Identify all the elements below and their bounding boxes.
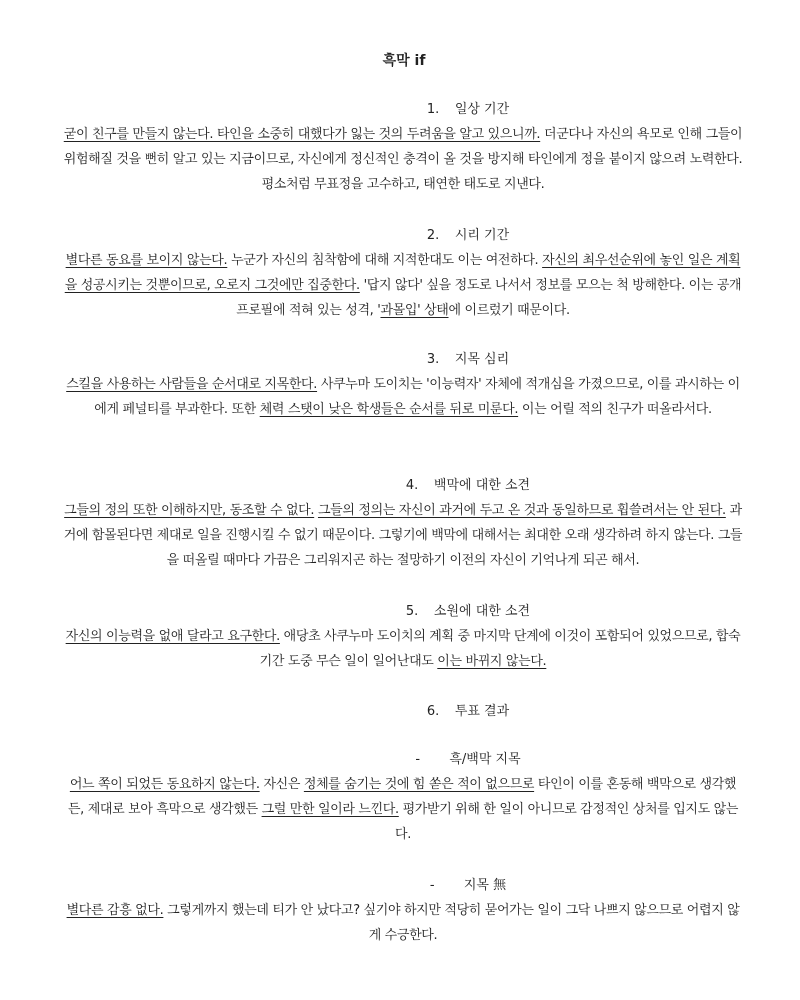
section-heading: [62, 700, 744, 724]
section-vote-result: [62, 700, 744, 724]
section-nomination-psychology: [62, 348, 744, 422]
section-heading: [62, 98, 744, 122]
section-heading: [62, 600, 744, 624]
section-heading-text: 지목 심리: [454, 352, 510, 367]
section-heading: [62, 348, 744, 372]
section-opinion-white-mastermind: [62, 474, 744, 573]
section-number: 3.: [426, 352, 440, 367]
underlined-text: 정체를 숨기는 것에 힘 쏟은 적이 없으므로: [303, 777, 535, 792]
paragraph-text: 더군다나 자신의 욕모로 인해 그들이 위험해질 것을 뻔히 알고 있는 지금이므로, 자신에게 정신적인 충격이 올 것을 방지해 타인에게 정을 붙이지 않으려 노력한다. 평소처럼 무표정을 고수하고, 태연한 태도로 지낸다.: [63, 127, 743, 192]
section-number: 4.: [405, 478, 419, 493]
section-paragraph: [62, 898, 744, 948]
document-title: 흑막 if: [382, 53, 426, 69]
underlined-text: 별다른 동요를 보이지 않는다.: [65, 253, 228, 268]
underlined-text: 어느 쪽이 되었든 동요하지 않는다.: [69, 777, 260, 792]
section-daily-period: [62, 98, 744, 197]
section-paragraph: [62, 248, 744, 323]
section-number: 1.: [426, 102, 440, 117]
section-number: 5.: [405, 604, 419, 619]
section-paragraph: [62, 122, 744, 197]
section-heading-text: 시리 기간: [454, 228, 510, 243]
underlined-text: 그들의 정의는 자신이 과거에 두고 온 것과 동일하므로 휩쓸려서는 안 된다.: [317, 503, 726, 518]
underlined-text: 그들의 정의 또한 이해하지만, 동조할 수 없다.: [64, 503, 315, 518]
section-number: 2.: [426, 228, 440, 243]
paragraph-text: 평가받기 위해 한 일이 아니므로 감정적인 상처를 입지도 않는다.: [395, 802, 739, 842]
section-trial-period: [62, 224, 744, 323]
underlined-text: 그럴 만한 일이라 느낀다.: [261, 802, 399, 817]
section-paragraph: [62, 372, 744, 422]
bullet-dash: -: [429, 878, 435, 893]
section-paragraph: [62, 624, 744, 674]
paragraph-text: 과거에 함몰된다면 제대로 일을 진행시킬 수 없기 때문이다. 그렇기에 백막에 대해서는 최대한 오래 생각하려 하지 않는다. 그들을 떠올릴 때마다 가끔은 그리워지곤 하는 절망하기 이전의 자신이 기억나게 되곤 해서.: [63, 503, 743, 568]
section-heading-text: 투표 결과: [454, 704, 510, 719]
underlined-text: 체력 스탯이 낮은 학생들은 순서를 뒤로 미룬다.: [259, 402, 519, 417]
paragraph-text: 누군가 자신의 침착함에 대해 지적한대도 이는 여전하다.: [227, 253, 543, 268]
underlined-text: 자신의 이능력을 없애 달라고 요구한다.: [65, 629, 280, 644]
section-paragraph: [62, 772, 744, 847]
paragraph-text: 이는 어릴 적의 친구가 떠올라서다.: [518, 402, 712, 417]
bullet-dash: -: [415, 752, 421, 767]
section-heading: [62, 224, 744, 248]
underlined-text: 이는 바뀌지 않는다.: [437, 654, 547, 669]
subsection-heading-text: 지목 無: [463, 878, 507, 893]
paragraph-text: 자신은: [259, 777, 304, 792]
paragraph-text: 그렇게까지 했는데 티가 안 났다고? 싶기야 하지만 적당히 묻어가는 일이 그닥 나쁘지 않으므로 어렵지 않게 수긍한다.: [163, 903, 740, 943]
paragraph-text: 타인이 이를 혼동해 백막으로 생각했든, 제대로 보아 흑막으로 생각했든: [67, 777, 737, 817]
paragraph-text: 애당초 사쿠누마 도이치의 계획 중 마지막 단계에 이것이 포함되어 있었으므로, 합숙 기간 도중 무슨 일이 일어난대도: [259, 629, 741, 669]
section-number: 6.: [426, 704, 440, 719]
section-heading-text: 백막에 대한 소견: [433, 478, 531, 493]
subsection-heading: [62, 748, 744, 772]
subsection-heading-text: 흑/백막 지목: [449, 752, 521, 767]
paragraph-text: 사쿠누마 도이치는 '이능력자' 자체에 적개심을 가졌으므로, 이를 과시하는 이에게 페널티를 부과한다. 또한: [94, 377, 740, 417]
section-heading: [62, 474, 744, 498]
underlined-text: 굳이 친구를 만들지 않는다. 타인을 소중히 대했다가 잃는 것의 두려움을 알고 있으니까.: [63, 127, 541, 142]
subsection-heading: [62, 874, 744, 898]
paragraph-text: '답지 않다' 싶을 정도로 나서서 정보를 모으는 척 방해한다. 이는 공개 프로필에 적혀 있는 성격, ': [236, 278, 742, 318]
subsection-no-nomination: [62, 874, 744, 948]
section-heading-text: 일상 기간: [454, 102, 510, 117]
section-opinion-wish: [62, 600, 744, 674]
underlined-text: 자신의 최우선순위에 놓인 일은 계획을 성공시키는 것뿐이므로, 오로지 그것에만 집중한다.: [64, 253, 741, 293]
underlined-text: 과몰입' 상태: [380, 303, 449, 318]
paragraph-text: 에 이르렀기 때문이다.: [448, 303, 570, 318]
underlined-text: 별다른 감흥 없다.: [66, 903, 164, 918]
underlined-text: 스킬을 사용하는 사람들을 순서대로 지목한다.: [66, 377, 318, 392]
section-heading-text: 소원에 대한 소견: [433, 604, 531, 619]
subsection-black-white-nomination: [62, 748, 744, 847]
section-paragraph: [62, 498, 744, 573]
